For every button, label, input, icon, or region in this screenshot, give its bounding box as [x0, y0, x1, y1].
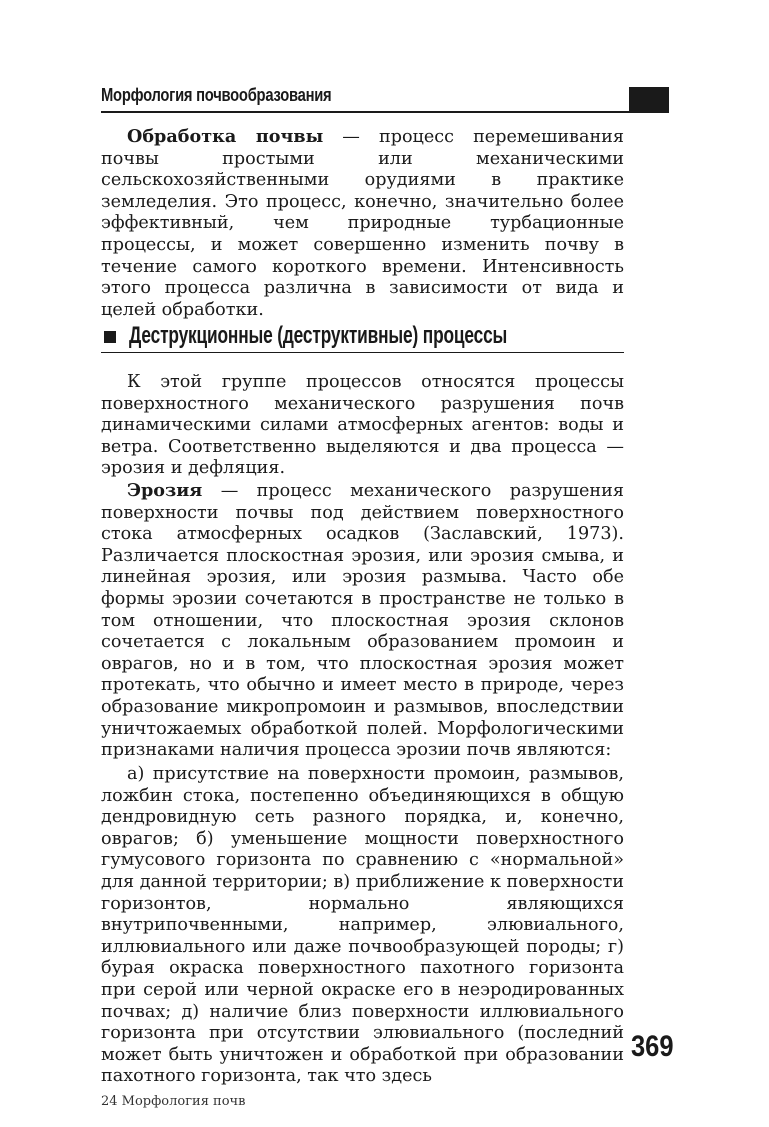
paragraph-erosion-signs: [101, 764, 624, 1088]
header-black-block: [629, 87, 669, 111]
paragraph-intro-text: К этой группе процессов относятся процессы поверхностного механического разрушения почв динамическими силами атмосферных агентов: воды и ветра. Соответственно выделяются и два процесса — эрозия и дефляция.: [101, 372, 624, 479]
paragraph-erosion-signs-text: а) присутствие на поверхности промоин, размывов, ложбин стока, постепенно объединяющихся в общую дендровидную сеть разного порядка, и, конечно, оврагов; б) уменьшение мощности поверхностного гумусового горизонта по сравнению с «нормальной» для данной территории; в) приближение к поверхности горизонтов, нормально являющихся внутрипочвенными, например, элювиального, иллювиального или даже почвообразующей породы; г) бурая окраска поверхностного пахотного горизонта при серой или черной окраске его в неэродированных почвах; д) наличие близ поверхности иллювиального горизонта при отсутствии элювиального (последний может быть уничтожен и обработкой при образовании пахотного горизонта, так что здесь: [101, 764, 625, 1087]
running-header-title: Морфология почвообразования: [101, 85, 332, 105]
paragraph-intro: [101, 372, 624, 480]
term-soil-tillage: Обработка почвы: [127, 126, 324, 147]
page-number: 369: [631, 1030, 674, 1063]
paragraph-soil-tillage-text: — процесс перемешивания почвы простыми или механическими сельскохозяйственными орудиями в практике земледелия. Это процесс, конечно, значительно более эффективный, чем природные турбационные процессы, и может совершенно изменить почву в течение самого короткого времени. Интенсивность этого процесса различна в зависимости от вида и целей обработки.: [101, 127, 625, 320]
square-bullet-icon: [104, 331, 116, 343]
section-heading: [101, 322, 624, 353]
paragraph-erosion-text: — процесс механического разрушения поверхности почвы под действием поверхностного стока атмосферных осадков (Заславский, 1973). Различается плоскостная эрозия, или эрозия смыва, и линейная эрозия, или эрозия размыва. Часто обе формы эрозии сочетаются в пространстве не только в том отношении, что плоскостная эрозия склонов сочетается с локальным образованием промоин и оврагов, но и в том, что плоскостная эрозия может протекать, что обычно и имеет место в природе, через образование микропромоин и размывов, впоследствии уничтожаемых обработкой полей. Морфологическими признаками наличия процесса эрозии почв являются:: [101, 481, 624, 761]
term-erosion: Эрозия: [127, 480, 203, 501]
paragraph-erosion: [101, 480, 624, 762]
running-header: [101, 85, 669, 113]
section-title: Деструкционные (деструктивные) процессы: [129, 322, 508, 349]
paragraph-soil-tillage: [101, 126, 624, 321]
footer-signature: 24 Морфология почв: [101, 1094, 246, 1109]
